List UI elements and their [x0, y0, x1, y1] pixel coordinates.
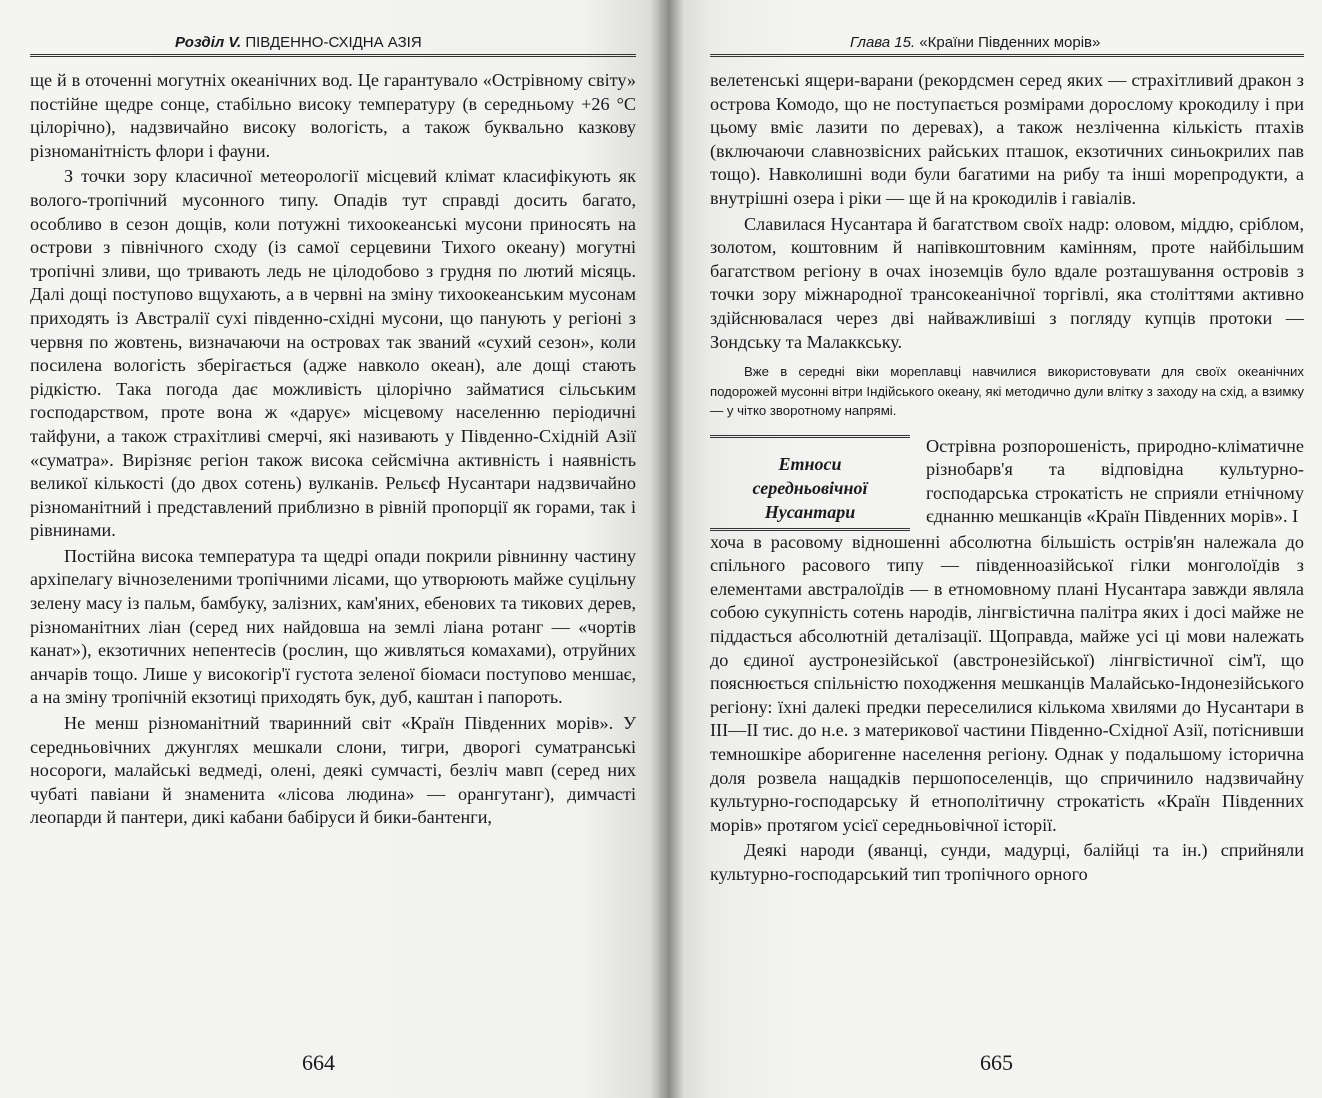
right-paragraph-1: велетенські ящери-варани (рекордсмен серед яких — страхітливий дракон з острова Комодо, що не поступається розмірами дорослому крокодилу і при цьому вміє лазити по деревах), а також незліченна кількість птахів (включаючи славнозвісних райських пташок, екзотичних синьокрилих пав тощо). Навколишні води були багатими на рибу та інші морепродукти, а внутрішні озера і ріки — ще й на крокодилів і гавіалів.: [710, 70, 1304, 208]
left-chapter-title: ПІВДЕННО-СХІДНА АЗІЯ: [245, 34, 422, 51]
right-running-head: [710, 34, 1304, 57]
left-paragraph-3: Постійна висока температура та щедрі опади покрили рівнинну частину архіпелагу вічнозеленими тропічними лісами, що утворюють майже суцільну зелену масу із пальм, бамбуку, залізних, кам'яних, ебенових та тикових дерев, різноманітних ліан (серед них найдовша на землі ліана ротанг — «чортів канат»), екзотичних непентесів (рослин, що живляться комахами), отруйних анчарів тощо. Лише у високогір'ї густота зеленої біомаси поступово меншає, а на зміну тропічній екзотиці приходять бук, дуб, каштан і папороть.: [30, 545, 636, 708]
right-page-number: 665: [980, 1050, 1013, 1075]
section-heading-line-2: середньовічної: [752, 477, 868, 498]
left-chapter-label: Розділ V.: [175, 34, 242, 51]
right-paragraph-3: хоча в расовому відношенні абсолютна більшість острів'ян належала до спільного расового типу — південноазійської гілки монголоїдів з елементами австралоїдів — в етномовному плані Нусантара завжди являла собою сукупність сотень народів, лінгвістична палітра яких і досі майже не піддасться абсолютній деталізації. Щоправда, майже усі ці мови належать до єдиної аустронезійської (австронезійської) лінгвістичної сім'ї, що пояснюється спільністю походження мешканців Малайсько-Індонезійського регіону: їхні далекі предки переселилися кількома хвилями до Нусантари в III—II тис. до н.е. з материкової частини Південно-Східної Азії, потіснивши темношкіре аборигенне населення регіону. Однак у подальшому історична доля розвела нащадків першопоселенців, що спричинило надзвичайну культурно-господарську й етнополітичну строкатість «Країн Південних морів» протягом усієї середньовічної історії.: [710, 531, 1304, 835]
left-page: [0, 0, 660, 1098]
left-running-head: [30, 34, 636, 57]
right-paragraph-2: Славилася Нусантара й багатством своїх надр: оловом, міддю, сріблом, золотом, коштовним й напівкоштовним камінням, проте найбільшим багатством регіону в очах іноземців було вдале розташування островів з точки зору міжнародної трансокеанічної торгівлі, яка століттями активно здійснювалася через дві найважливіші з погляду купців протоки — Зондську та Малаккську.: [710, 213, 1304, 352]
right-page: [660, 0, 1322, 1098]
section-heading: [710, 435, 910, 531]
side-note: Вже в середні віки мореплавці навчилися використовувати для своїх океанічних подорожей мусонні вітри Індійського океану, які методично дули влітку з заходу на схід, а взимку — у чітко зворотному напрямі.: [710, 364, 1304, 419]
right-chapter-label: Глава 15.: [850, 34, 916, 51]
left-paragraph-1: ще й в оточенні могутніх океанічних вод. Це гарантувало «Острівному світу» постійне щедре сонце, стабільно високу температуру (в середньому +26 °С цілорічно), надзвичайно високу вологість, а також буквально казкову різноманітність флори і фауни.: [30, 70, 636, 161]
section-intro-text: Острівна розпорошеність, природно-кліматичне різнобарв'я та відповідна культурно-господарська строкатість не сприяли етнічному єднанню мешканців «Країн Південних морів». І: [926, 435, 1304, 527]
right-chapter-title: «Країни Південних морів»: [919, 34, 1101, 51]
section-heading-line-3: Нусантари: [764, 501, 856, 522]
left-paragraph-2: З точки зору класичної метеорології місцевий клімат класифікують як волого-тропічний мусонного типу. Опадів тут справді досить багато, особливо в сезон дощів, коли потужні тихоокеанські мусони приносять на острови з північного сходу (із самої серцевини Тихого океану) могутні тропічні зливи, що тривають ледь не цілодобово з грудня по лютий місяць. Далі дощі поступово вщухають, а в червні на зміну тихоокеанським мусонам приходять із Австралії сухі південно-східні мусони, що панують у регіоні з червня по жовтень, визначаючи на островах так званий «сухий сезон», коли посилена вологість зберігається (адже навколо океан), але дощі стають рідкістю. Така погода дає можливість цілорічно займатися сільським господарством, проте вона ж «дарує» місцевому населенню періодичні тайфуни, а також страхітливі смерчі, які називають у Південно-Східній Азії «суматра». Вирізняє регіон також висока сейсмічна активність і наявність великої кількості (до двох сотень) вулканів. Рельєф Нусантари надзвичайно різноманітний і представлений приблизно в рівній пропорції як горами, так і рівнинами.: [30, 166, 636, 541]
left-paragraph-4: Не менш різноманітний тваринний світ «Країн Південних морів». У середньовічних джунглях мешкали слони, тигри, дворогі суматранські носороги, малайські ведмеді, олені, деякі сумчасті, безліч мавп (серед них чубаті павіани й знаменита «лісова людина» — орангутанг), димчасті леопарди й пантери, дикі кабани бабіруси й бики-бантенги,: [30, 713, 636, 828]
right-paragraph-4: Деякі народи (яванці, сунди, мадурці, балійці та ін.) сприйняли культурно-господарський тип тропічного орного: [710, 840, 1304, 884]
left-page-number: 664: [302, 1050, 335, 1075]
section-heading-line-1: Етноси: [778, 453, 842, 474]
section-block: [710, 435, 1304, 531]
